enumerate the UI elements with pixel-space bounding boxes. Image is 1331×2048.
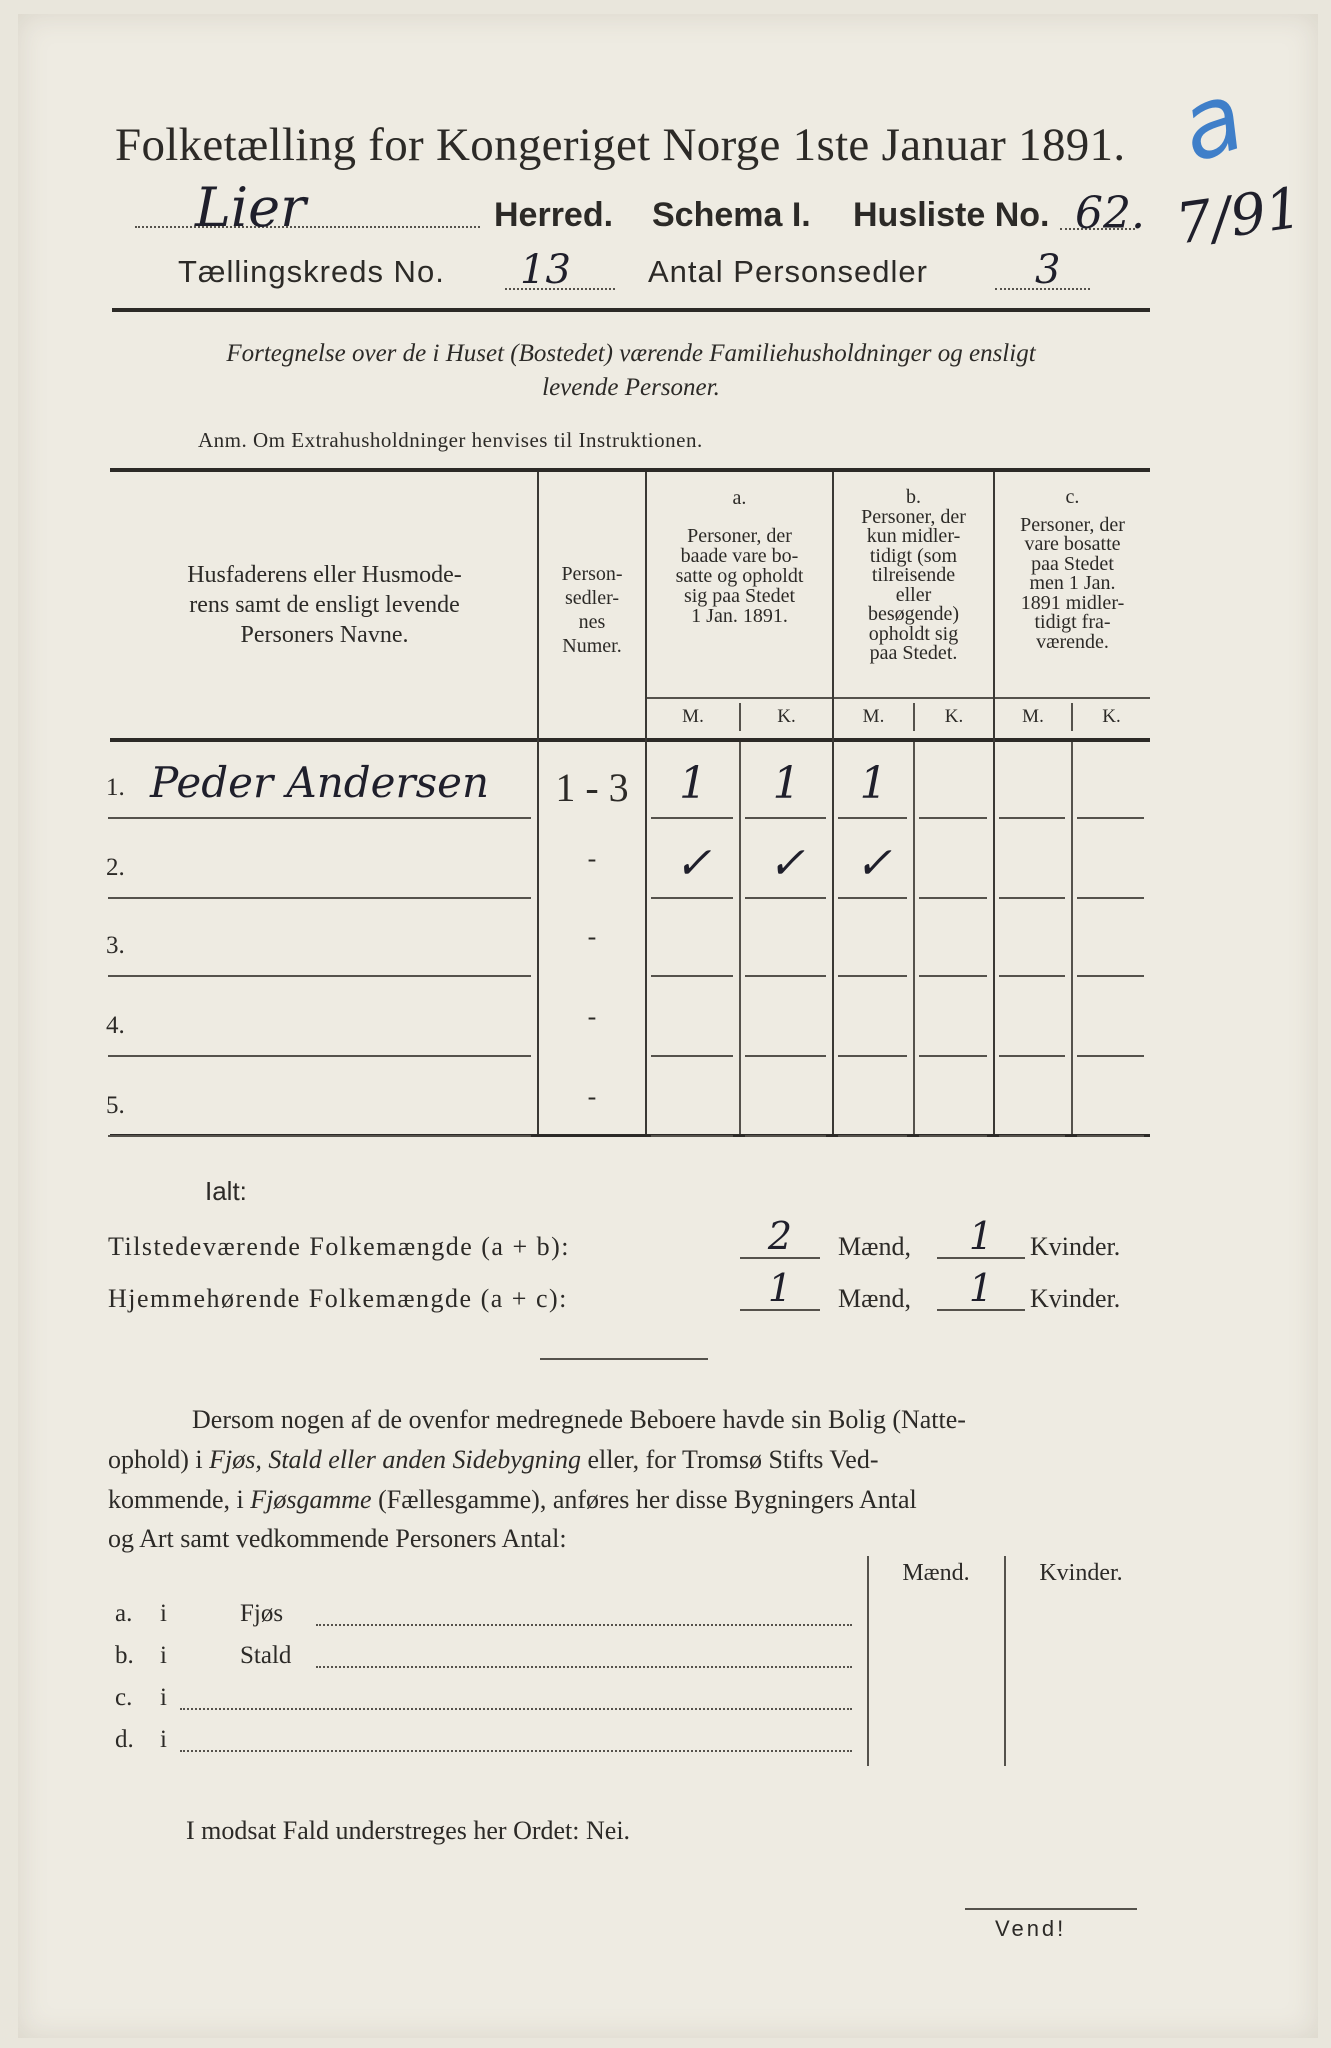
row-cell-rule bbox=[919, 1055, 987, 1057]
row-number: 3. bbox=[106, 932, 125, 959]
row-cell-rule bbox=[1077, 817, 1144, 819]
husliste-value: 62. bbox=[1075, 188, 1145, 239]
building-item-i: i bbox=[160, 1642, 167, 1669]
row-cell-rule bbox=[919, 1135, 987, 1137]
corner-note: 7/91 bbox=[1172, 175, 1306, 258]
row-name-rule bbox=[108, 817, 531, 819]
row-personsedler-num: - bbox=[587, 1082, 597, 1111]
row-cell-rule bbox=[651, 1135, 733, 1137]
row-personsedler-num: - bbox=[587, 1002, 597, 1031]
buildings-para-1: Dersom nogen af de ovenfor medregnede Beboere havde sin Bolig (Natte- bbox=[192, 1405, 966, 1434]
mk-rule-a bbox=[647, 697, 832, 699]
row-cell-rule bbox=[651, 1055, 733, 1057]
corner-mark: a bbox=[1166, 59, 1257, 185]
row-name-rule bbox=[108, 1135, 531, 1137]
m-label-c: M. bbox=[1022, 706, 1044, 727]
totals-line1-k: 1 bbox=[968, 1214, 994, 1258]
row-cell-rule bbox=[919, 817, 987, 819]
building-item-letter: a. bbox=[115, 1600, 133, 1627]
building-item-dots bbox=[316, 1666, 852, 1668]
buildings-para-3: kommende, i Fjøsgamme (Fællesgamme), anføres her disse Bygningers Antal bbox=[108, 1485, 917, 1514]
k-label-c: K. bbox=[1102, 706, 1121, 727]
col-c-header: c. Personer, der vare bosatte paa Stedet men 1 Jan. 1891 midler- tidigt fra- værende. bbox=[1020, 486, 1125, 653]
kreds-value: 13 bbox=[520, 247, 571, 293]
herred-value: Lier bbox=[195, 176, 306, 239]
row-cell-rule bbox=[1077, 1055, 1144, 1057]
mk-rule-b bbox=[834, 697, 993, 699]
building-item-label: Fjøs bbox=[240, 1600, 284, 1627]
m-label-a: M. bbox=[682, 706, 704, 727]
totals-line1-m: 2 bbox=[767, 1214, 793, 1258]
row-cell-rule bbox=[745, 1135, 826, 1137]
row-cell-rule bbox=[745, 817, 826, 819]
kreds-label: Tællingskreds No. bbox=[178, 254, 445, 289]
husliste-label: Husliste No. bbox=[853, 196, 1050, 234]
building-item-dots bbox=[180, 1708, 852, 1710]
row-cell-rule bbox=[838, 1135, 907, 1137]
row-cell-rule bbox=[745, 975, 826, 977]
row-number: 1. bbox=[106, 774, 125, 801]
header-rule bbox=[112, 308, 1150, 312]
totals-line2-k: 1 bbox=[968, 1266, 994, 1310]
ialt-label: Ialt: bbox=[205, 1176, 247, 1206]
totals-line2-maend: Mænd, bbox=[838, 1284, 911, 1313]
herred-label: Herred. bbox=[494, 196, 614, 234]
building-item-i: i bbox=[160, 1684, 167, 1711]
antal-label: Antal Personsedler bbox=[648, 254, 928, 289]
mk-rule-c bbox=[995, 697, 1150, 699]
row-name-rule bbox=[108, 975, 531, 977]
vend-rule bbox=[965, 1908, 1137, 1910]
row-name-rule bbox=[108, 1055, 531, 1057]
intro-note: Anm. Om Extrahusholdninger henvises til Instruktionen. bbox=[198, 428, 703, 452]
row-cell-rule bbox=[651, 897, 733, 899]
col-a-header: a. Personer, der baade vare bo- satte og opholdt sig paa Stedet 1 Jan. 1891. bbox=[675, 487, 804, 627]
row-cell-rule bbox=[999, 1055, 1065, 1057]
row-personsedler-num: - bbox=[587, 922, 597, 951]
building-item-dots bbox=[316, 1624, 852, 1626]
row-number: 5. bbox=[106, 1092, 125, 1119]
mk-divider-c bbox=[1071, 742, 1073, 1134]
totals-line2-kvinder: Kvinder. bbox=[1030, 1284, 1121, 1313]
row-cell-bm: ✓ bbox=[855, 838, 892, 889]
vend-label: Vend! bbox=[995, 1916, 1067, 1941]
row-cell-rule bbox=[745, 1055, 826, 1057]
intro-line-2: levende Personer. bbox=[542, 374, 720, 401]
row-personsedler-num: - bbox=[587, 844, 597, 873]
k-label-a: K. bbox=[777, 706, 796, 727]
building-item-letter: c. bbox=[115, 1684, 133, 1711]
totals-line1-kvinder: Kvinder. bbox=[1030, 1232, 1121, 1261]
buildings-col-kvinder: Kvinder. bbox=[1039, 1560, 1123, 1586]
col-num-header: Person- sedler- nes Numer. bbox=[561, 563, 623, 657]
row-cell-rule bbox=[838, 897, 907, 899]
building-item-letter: b. bbox=[115, 1642, 134, 1669]
totals-line2-m: 1 bbox=[767, 1266, 793, 1310]
row-cell-rule bbox=[651, 975, 733, 977]
antal-value: 3 bbox=[1035, 247, 1061, 293]
buildings-divider-2 bbox=[1004, 1556, 1006, 1766]
building-item-i: i bbox=[160, 1726, 167, 1753]
buildings-col-maend: Mænd. bbox=[902, 1560, 970, 1586]
row-cell-rule bbox=[1077, 975, 1144, 977]
form-title: Folketælling for Kongeriget Norge 1ste Januar 1891. bbox=[115, 119, 1126, 171]
buildings-para-2: ophold) i Fjøs, Stald eller anden Sidebygning eller, for Tromsø Stifts Ved- bbox=[108, 1445, 879, 1474]
schema-label: Schema I. bbox=[652, 196, 811, 234]
intro-line-1: Fortegnelse over de i Huset (Bostedet) værende Familiehusholdninger og ensligt bbox=[226, 340, 1036, 367]
row-cell-bm: 1 bbox=[859, 758, 888, 809]
row-cell-rule bbox=[1077, 1135, 1144, 1137]
row-cell-rule bbox=[838, 975, 907, 977]
totals-line1-label: Tilstedeværende Folkemængde (a + b): bbox=[108, 1232, 570, 1261]
building-item-letter: d. bbox=[115, 1726, 134, 1753]
mk-divider-b bbox=[913, 742, 915, 1134]
row-cell-am: ✓ bbox=[674, 838, 712, 889]
row-cell-rule bbox=[999, 1135, 1065, 1137]
col-name-header: Husfaderens eller Husmode- rens samt de ensligt levende Personers Navne. bbox=[187, 562, 462, 648]
row-cell-ak: ✓ bbox=[768, 838, 805, 889]
building-item-label: Stald bbox=[240, 1642, 292, 1669]
row-personsedler-num: 1 - 3 bbox=[555, 765, 629, 810]
k-label-b: K. bbox=[944, 706, 964, 727]
m-label-b: M. bbox=[862, 706, 885, 727]
row-cell-rule bbox=[999, 975, 1065, 977]
census-form-page bbox=[18, 14, 1318, 2038]
row-cell-rule bbox=[999, 897, 1065, 899]
row-name: Peder Andersen bbox=[150, 758, 490, 807]
totals-line2-label: Hjemmehørende Folkemængde (a + c): bbox=[108, 1284, 568, 1313]
building-item-i: i bbox=[160, 1600, 167, 1627]
building-item-dots bbox=[180, 1750, 852, 1752]
row-number: 2. bbox=[106, 854, 125, 881]
row-number: 4. bbox=[106, 1012, 125, 1039]
row-cell-rule bbox=[919, 897, 987, 899]
col-b-header: b. Personer, der kun midler- tidigt (som tilreisende eller besøgende) opholdt sig paa Stedet. bbox=[861, 486, 966, 664]
row-cell-rule bbox=[651, 817, 733, 819]
row-cell-rule bbox=[919, 975, 987, 977]
row-cell-ak: 1 bbox=[772, 758, 801, 809]
row-cell-rule bbox=[999, 817, 1065, 819]
row-cell-am: 1 bbox=[679, 758, 707, 809]
buildings-para-4: og Art samt vedkommende Personers Antal: bbox=[108, 1524, 567, 1553]
buildings-divider-1 bbox=[867, 1556, 869, 1766]
row-name-rule bbox=[108, 897, 531, 899]
herred-dotted-line bbox=[135, 226, 480, 228]
row-cell-rule bbox=[838, 1055, 907, 1057]
section-divider bbox=[540, 1358, 708, 1360]
nei-line: I modsat Fald understreges her Ordet: Nei. bbox=[186, 1816, 631, 1845]
row-cell-rule bbox=[1077, 897, 1144, 899]
row-cell-rule bbox=[745, 897, 826, 899]
row-cell-rule bbox=[838, 817, 907, 819]
totals-line1-maend: Mænd, bbox=[838, 1232, 911, 1261]
